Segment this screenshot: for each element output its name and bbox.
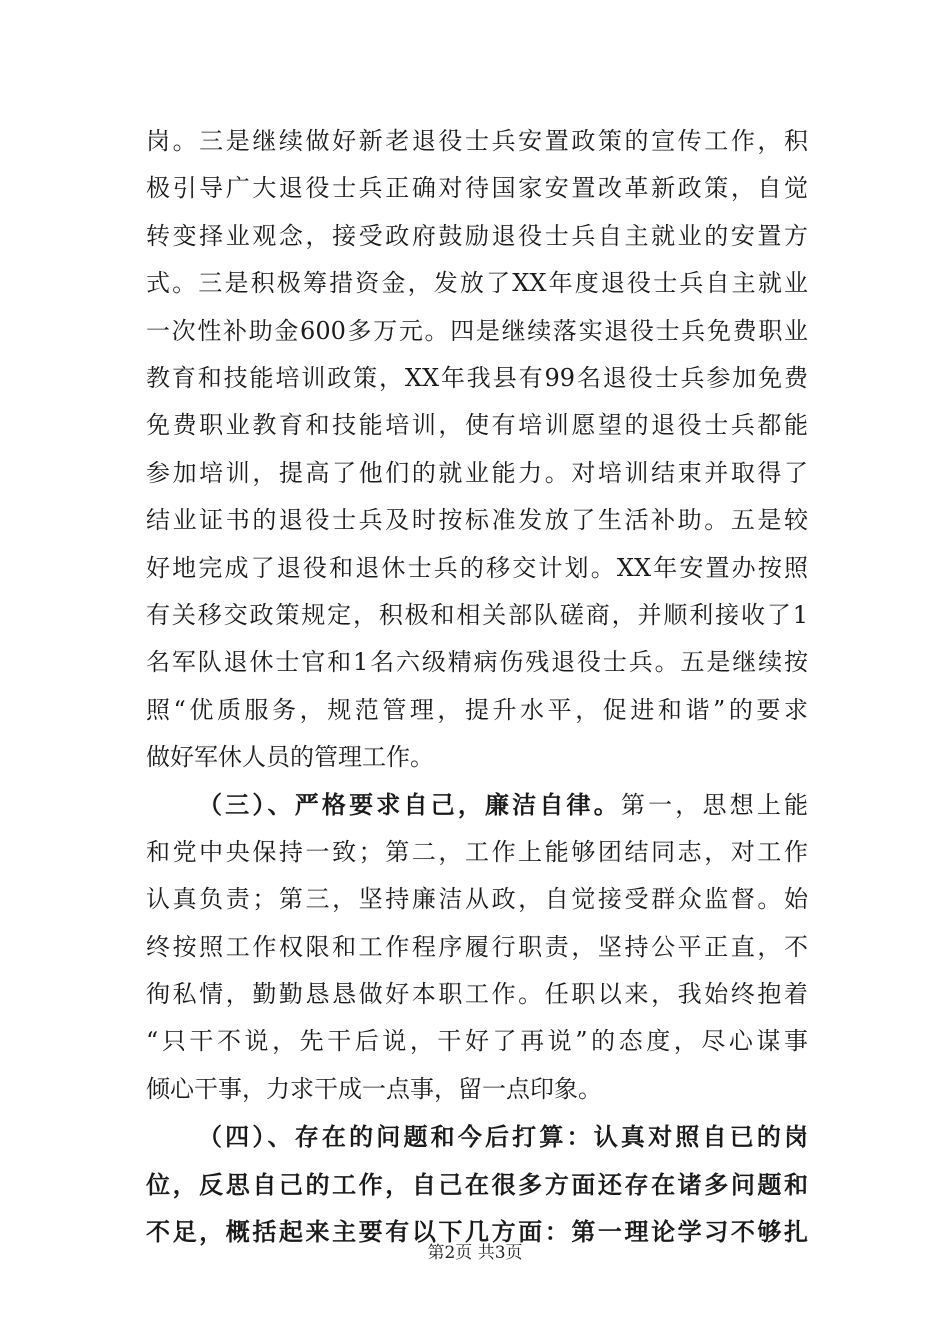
text-line: 岗。三是继续做好新老退役士兵安置政策的宣传工作，积 — [146, 127, 808, 155]
section-heading-three: （三）、严格要求自己，廉洁自律。 — [198, 790, 621, 820]
text-span: 第一，思想上能 — [620, 791, 808, 820]
text-line: 一次性补助金600多万元。四是继续落实退役士兵免费职业 — [146, 316, 808, 345]
text-line: 不足，概括起来主要有以下几方面：第一理论学习不够扎 — [146, 1216, 808, 1246]
section-heading-four: （四）、存在的问题和今后打算：认真对照自已的岗 — [198, 1122, 808, 1152]
text-line: 参加培训，提高了他们的就业能力。对培训结束并取得了 — [146, 458, 808, 487]
text-line: 徇私情，勤勤恳恳做好本职工作。任职以来，我始终抱着 — [146, 980, 808, 1009]
text-line: “只干不说，先干后说，干好了再说”的态度，尽心谋事 — [146, 1027, 808, 1056]
text-line: 免费职业教育和技能培训，使有培训愿望的退役士兵都能 — [146, 411, 808, 440]
text-line: 好地完成了退役和退休士兵的移交计划。XX年安置办按照 — [146, 553, 808, 582]
text-line: 式。三是积极筹措资金，发放了XX年度退役士兵自主就业 — [146, 269, 808, 298]
text-line: 认真负责；第三，坚持廉洁从政，自觉接受群众监督。始 — [146, 885, 808, 914]
text-line: 终按照工作权限和工作程序履行职责，坚持公平正直，不 — [146, 932, 808, 961]
page-footer: 第2页 共3页 — [427, 1243, 523, 1263]
text-line: 和党中央保持一致；第二，工作上能够团结同志，对工作 — [146, 837, 808, 866]
text-line: 做好军休人员的管理工作。 — [146, 743, 434, 772]
paragraph-problems-and-plans — [146, 1113, 808, 1255]
paragraph-self-discipline — [146, 781, 808, 1113]
text-line: 结业证书的退役士兵及时按标准发放了生活补助。五是较 — [146, 506, 808, 535]
text-line: 倾心干事，力求干成一点事，留一点印象。 — [146, 1074, 602, 1103]
text-line: 教育和技能培训政策，XX年我县有99名退役士兵参加免费 — [146, 363, 808, 392]
document-body — [146, 118, 808, 1255]
text-line: 转变择业观念，接受政府鼓励退役士兵自主就业的安置方 — [146, 221, 808, 250]
text-line: 位，反思自己的工作，自己在很多方面还存在诸多问题和 — [146, 1169, 808, 1199]
text-line: 照“优质服务，规范管理，提升水平，促进和谐”的要求 — [146, 695, 808, 724]
text-line: 极引导广大退役士兵正确对待国家安置改革新政策，自觉 — [146, 174, 808, 203]
paragraph-first-line — [146, 781, 808, 828]
paragraph-resettlement-work — [146, 118, 808, 781]
text-line: 有关移交政策规定，积极和相关部队磋商，并顺利接收了1 — [146, 600, 808, 629]
text-line: 名军队退休士官和1名六级精病伤残退役士兵。五是继续按 — [146, 648, 808, 677]
